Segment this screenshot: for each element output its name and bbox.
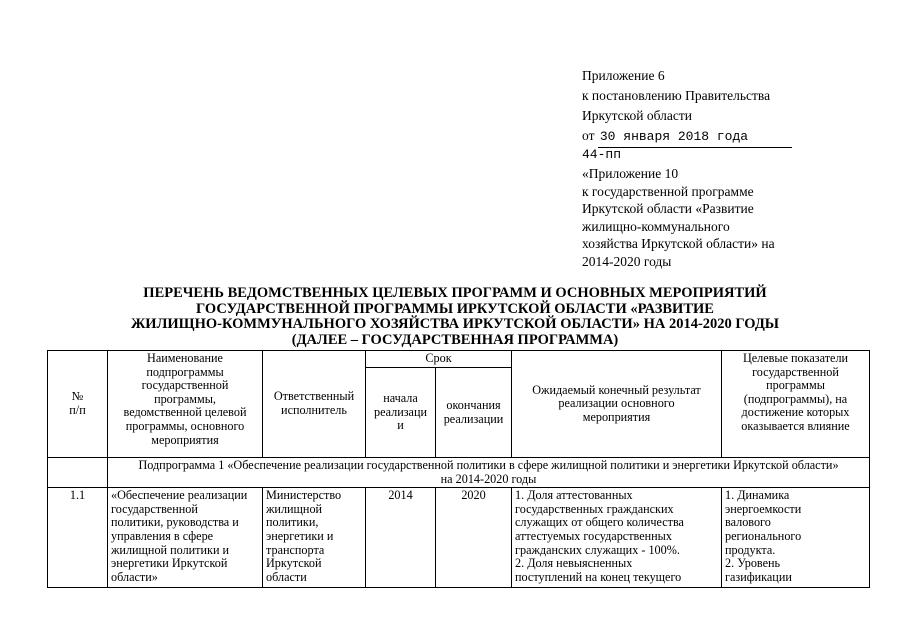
title-line: ПЕРЕЧЕНЬ ВЕДОМСТВЕННЫХ ЦЕЛЕВЫХ ПРОГРАММ И ОСНОВНЫХ МЕРОПРИЯТИЙ [143, 285, 767, 301]
attachment-6-date-line [582, 126, 792, 148]
subprogram-row [48, 458, 870, 488]
title-line: ЖИЛИЩНО-КОММУНАЛЬНОГО ХОЗЯЙСТВА ИРКУТСКОЙ ОБЛАСТИ» НА 2014-2020 ГОДЫ [130, 316, 780, 332]
attachment-10-line: хозяйства Иркутской области» на [582, 236, 775, 251]
subprogram-title: Подпрограмма 1 «Обеспечение реализации государственной политики в сфере жилищной политики и энергетики Иркутской области» на 2014-2020 годы [108, 458, 870, 488]
row-result: 1. Доля аттестованных государственных гражданских служащих от общего количества аттестуемых государственных гражданских служащих - 100%. 2. Доля невыясненных поступлений на конец текущего [512, 488, 722, 588]
title-line: (ДАЛЕЕ – ГОСУДАРСТВЕННАЯ ПРОГРАММА) [291, 331, 619, 348]
header-indicators: Целевые показатели государственной программы (подпрограммы), на достижение которых оказывается влияние [722, 351, 870, 458]
subprogram-num-cell [48, 458, 108, 488]
attachment-6-region: Иркутской области [582, 108, 693, 123]
row-num: 1.1 [48, 488, 108, 588]
programs-table [47, 350, 870, 588]
header-end: окончания реализации [436, 368, 512, 458]
date-value: 30 января 2018 года [598, 127, 792, 148]
row-executor: Министерство жилищной политики, энергетики и транспорта Иркутской области [263, 488, 366, 588]
table-row [48, 488, 870, 588]
attachment-6-title: Приложение 6 [582, 68, 665, 83]
document-title [95, 286, 815, 348]
header-num: № п/п [48, 351, 108, 458]
row-end: 2020 [436, 488, 512, 588]
attachment-10-line: «Приложение 10 [582, 166, 679, 181]
header-result: Ожидаемый конечный результат реализации основного мероприятия [512, 351, 722, 458]
header-row [48, 351, 870, 368]
attachment-10-line: к государственной программе [582, 183, 754, 199]
attachment-10-line: 2014-2020 годы [582, 253, 672, 269]
header-name: Наименование подпрограммы государственной программы, ведомственной целевой программы, основного мероприятия [108, 351, 263, 458]
attachment-10-line: Иркутской области «Развитие [582, 201, 754, 216]
date-prefix: от [582, 128, 595, 143]
row-start: 2014 [366, 488, 436, 588]
attachment-6-block [582, 66, 792, 161]
title-line: ГОСУДАРСТВЕННОЙ ПРОГРАММЫ ИРКУТСКОЙ ОБЛАСТИ «РАЗВИТИЕ [196, 300, 714, 317]
header-term: Срок [366, 351, 512, 368]
row-name: «Обеспечение реализации государственной политики, руководства и управления в сфере жилищной политики и энергетики Иркутской области» [108, 488, 263, 588]
resolution-number: 44-пп [582, 147, 622, 162]
attachment-10-line: жилищно-коммунального [582, 218, 730, 234]
header-start: начала реализаци и [366, 368, 436, 458]
attachment-6-resolution: к постановлению Правительства [582, 88, 771, 103]
attachment-10-block [582, 165, 775, 270]
row-indicators: 1. Динамика энергоемкости валового регионального продукта. 2. Уровень газификации [722, 488, 870, 588]
header-executor: Ответственный исполнитель [263, 351, 366, 458]
